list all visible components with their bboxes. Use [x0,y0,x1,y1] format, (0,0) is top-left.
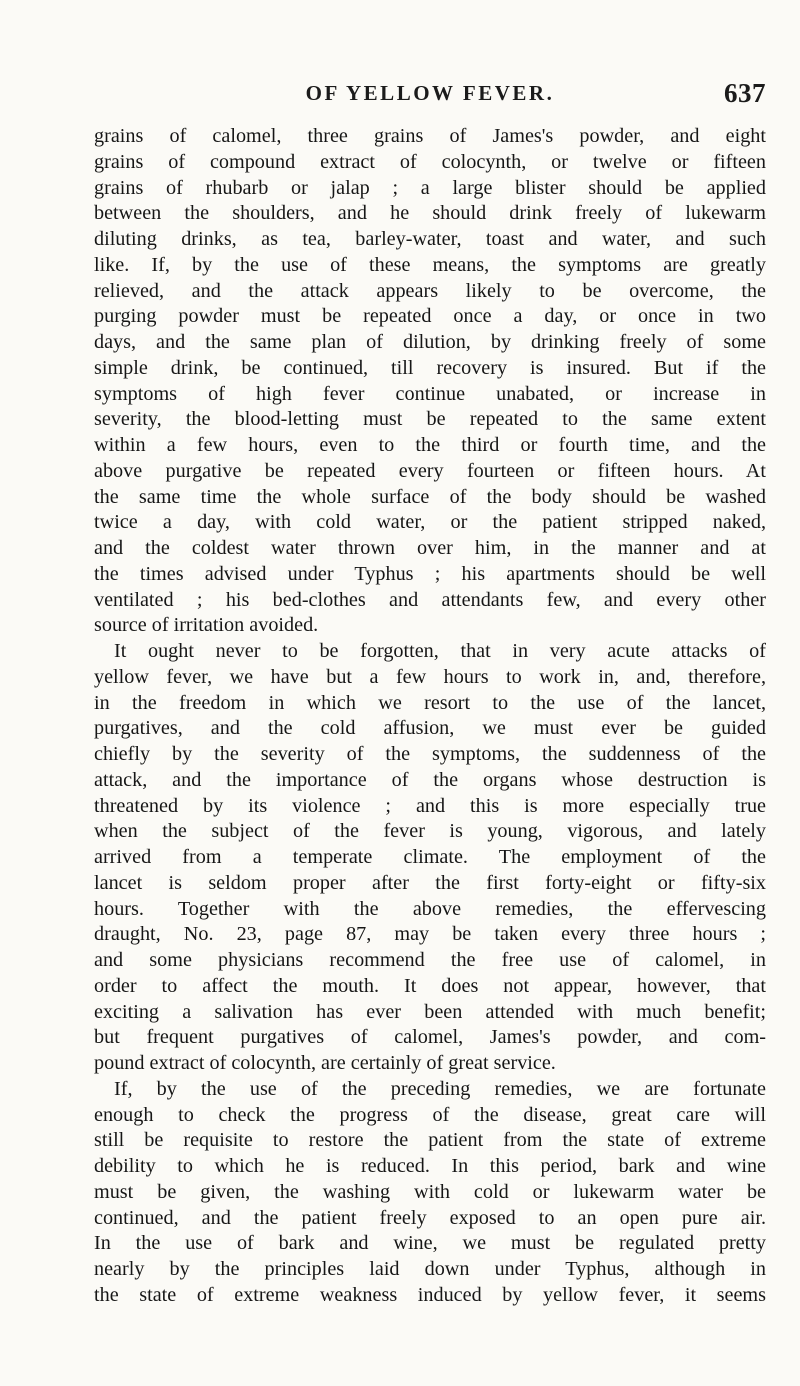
text-line: enough to check the progress of the disease, great care will [94,1103,766,1126]
text-line: symptoms of high fever continue unabated, or increase in [94,382,766,405]
text-line: debility to which he is reduced. In this period, bark and wine [94,1155,766,1177]
text-line: simple drink, be continued, till recovery is insured. But if the [94,356,766,379]
text-line: and the coldest water thrown over him, in the manner and at [94,537,766,559]
running-head [94,78,766,110]
text-line: It ought never to be forgotten, that in very acute attacks of [114,640,766,662]
text-line: attack, and the importance of the organs whose destruction is [94,768,766,791]
text-line: source of irritation avoided. [94,614,319,637]
text-line: must be given, the washing with cold or lukewarm water be [94,1180,766,1203]
text-line: grains of compound extract of colocynth, or twelve or fifteen [94,150,766,173]
text-line: lancet is seldom proper after the first forty-eight or fifty-six [94,871,766,894]
text-line: If, by the use of the preceding remedies, we are fortunate [114,1077,766,1100]
paragraph [94,639,766,1077]
text-line: and some physicians recommend the free use of calomel, in [94,949,766,971]
text-line: the same time the whole surface of the body should be washed [94,485,766,508]
text-line: between the shoulders, and he should drink freely of lukewarm [94,202,766,225]
text-line: relieved, and the attack appears likely to be overcome, the [94,279,766,302]
text-line: threatened by its violence ; and this is more especially true [94,794,766,817]
text-line: when the subject of the fever is young, vigorous, and lately [94,820,766,843]
text-line: diluting drinks, as tea, barley-water, toast and water, and such [94,228,766,250]
text-line: the state of extreme weakness induced by yellow fever, it seems [94,1283,766,1306]
text-line: In the use of bark and wine, we must be regulated pretty [94,1232,766,1255]
text-line: the times advised under Typhus ; his apartments should be well [94,562,766,585]
text-line: in the freedom in which we resort to the use of the lancet, [94,691,766,714]
text-line: grains of rhubarb or jalap ; a large blister should be applied [94,176,766,199]
text-line: above purgative be repeated every fourteen or fifteen hours. At [94,459,766,482]
text-line: nearly by the principles laid down under Typhus, although in [94,1258,766,1280]
text-line: but frequent purgatives of calomel, James's powder, and com- [94,1026,766,1049]
text-line: purgatives, and the cold affusion, we must ever be guided [94,717,766,740]
text-line: twice a day, with cold water, or the patient stripped naked, [94,511,766,534]
text-line: days, and the same plan of dilution, by drinking freely of some [94,331,766,353]
paragraph [94,124,766,639]
text-line: continued, and the patient freely exposed to an open pure air. [94,1206,766,1229]
running-title: OF YELLOW FEVER. [305,81,555,105]
text-line: chiefly by the severity of the symptoms, the suddenness of the [94,743,766,765]
text-line: purging powder must be repeated once a day, or once in two [94,305,766,328]
text-line: draught, No. 23, page 87, may be taken every three hours ; [94,923,766,946]
text-line: still be requisite to restore the patient from the state of extreme [94,1129,766,1152]
text-line: within a few hours, even to the third or fourth time, and the [94,434,766,456]
text-line: ventilated ; his bed-clothes and attendants few, and every other [94,588,766,611]
text-line: pound extract of colocynth, are certainly of great service. [94,1052,556,1074]
page-number: 637 [724,78,766,108]
paragraph [94,1077,766,1309]
text-line: grains of calomel, three grains of James's powder, and eight [94,125,766,147]
body-text [94,124,766,1309]
text-line: severity, the blood-letting must be repeated to the same extent [94,408,766,431]
text-line: like. If, by the use of these means, the symptoms are greatly [94,253,766,276]
text-line: yellow fever, we have but a few hours to work in, and, therefore, [94,665,766,688]
text-line: hours. Together with the above remedies, the effervescing [94,897,766,920]
text-line: order to affect the mouth. It does not appear, however, that [94,974,766,997]
text-line: arrived from a temperate climate. The employment of the [94,846,766,868]
text-line: exciting a salivation has ever been attended with much benefit; [94,1000,766,1023]
